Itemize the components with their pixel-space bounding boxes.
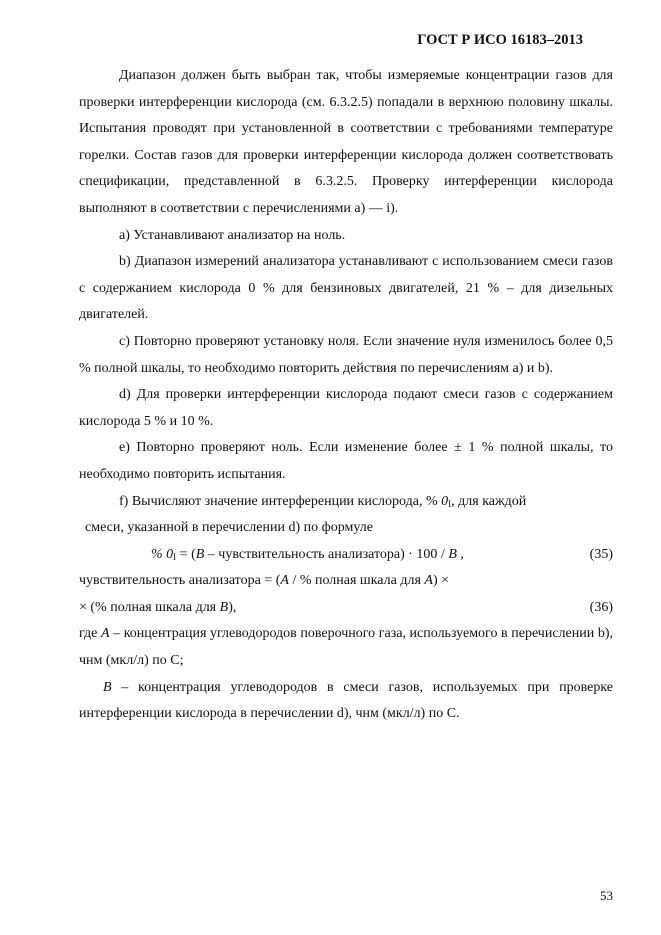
formula-35: [79, 542, 613, 569]
where-definition-a: где A – концентрация углеводородов поверочного газа, используемого в перечислении b), чнм (мкл/л) по С;: [79, 626, 613, 669]
list-item-d: d) Для проверки интерференции кислорода подают смеси газов с содержанием кислорода 5 % и 10 %.: [79, 387, 613, 429]
list-item-c: c) Повторно проверяют установку ноля. Если значение нуля изменилось более 0,5 % полной шкалы, то необходимо повторить действия по перечислениям а) и b).: [79, 333, 613, 376]
formula-35-expression: % $0_I = (B$ – чувствительность анализатора) · 100 / B ,: [151, 546, 464, 562]
list-item-f-pre: f) Вычисляют значение интерференции кислорода, %: [119, 493, 442, 509]
list-item-f-continued: смеси, указанной в перечислении d) по формуле: [85, 520, 373, 536]
list-item-f-post: , для каждой: [451, 493, 527, 509]
paragraph-intro: Диапазон должен быть выбран так, чтобы измеряемые концентрации газов для проверки интерференции кислорода (см. 6.3.2.5) попадали в верхнюю половину шкалы. Испытания проводят при установленной в соответствии с требованиями температуре горелки. Состав газов для проверки интерференции кислорода должен соответствовать спецификации, представленной в 6.3.2.5. Проверку интерференции кислорода выполняют в соответствии с перечислениями а) — i).: [79, 68, 613, 216]
formula-36-number: (36): [589, 599, 613, 615]
page-body: [79, 63, 613, 728]
list-item-b: b) Диапазон измерений анализатора устанавливают с использованием смеси газов с содержанием кислорода 0 % для бензиновых двигателей, 21 % – для дизельных двигателей.: [79, 254, 613, 323]
oxygen-subscript: I: [448, 498, 452, 509]
oxygen-symbol: 0: [441, 493, 449, 509]
document-header: ГОСТ Р ИСО 16183–2013: [417, 32, 583, 48]
where-definition-b: B – концентрация углеводородов в смеси газов, используемых при проверке интерференции кислорода в перечислении d), чнм (мкл/л) по С.: [79, 679, 613, 722]
formula-36-line2: × (% полная шкала для B), (36): [79, 595, 613, 622]
page-number: 53: [600, 888, 613, 903]
list-item-a: a) Устанавливают анализатор на ноль.: [119, 227, 346, 243]
formula-35-number: (35): [589, 546, 613, 562]
list-item-e: e) Повторно проверяют ноль. Если изменение более ± 1 % полной шкалы, то необходимо повторить испытания.: [79, 440, 613, 482]
formula-36-line1: чувствительность анализатора = (A / % полная шкала для A) ×: [79, 573, 450, 589]
list-item-f: [79, 489, 613, 516]
